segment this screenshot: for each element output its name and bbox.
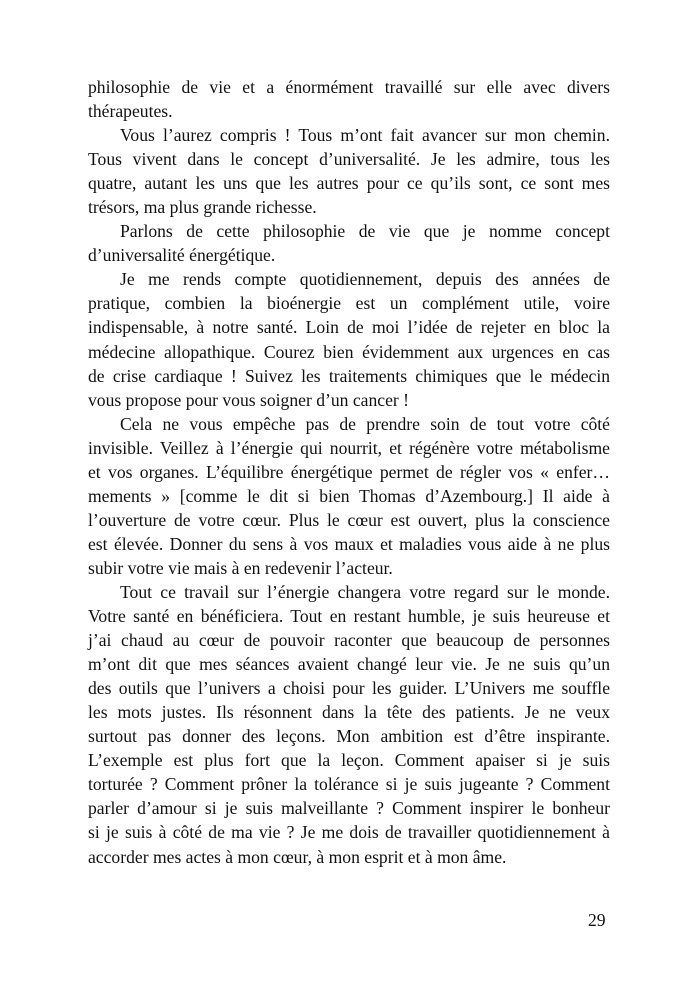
paragraph xyxy=(88,267,610,411)
text-line: Tous vivent dans le concept d’universalité. Je les admire, tous les xyxy=(88,149,610,170)
text-line: de crise cardiaque ! Suivez les traitements chimiques que le médecin xyxy=(88,365,610,386)
text-line: thérapeutes. xyxy=(88,101,173,122)
text-line: l’ouverture de votre cœur. Plus le cœur est ouvert, plus la conscience xyxy=(88,509,610,530)
text-line: pratique, combien la bioénergie est un complément utile, voire xyxy=(88,293,610,314)
text-line: est élevée. Donner du sens à vos maux et maladies vous aide à ne plus xyxy=(88,533,610,554)
text-line: médecine allopathique. Courez bien évidemment aux urgences en cas xyxy=(88,341,610,362)
page-number: 29 xyxy=(588,910,606,930)
paragraph xyxy=(88,219,610,267)
text-line: des outils que l’univers a choisi pour les guider. L’Univers me souffle xyxy=(88,678,610,699)
text-line: L’exemple est plus fort que la leçon. Comment apaiser si je suis xyxy=(88,750,610,771)
text-line: torturée ? Comment prôner la tolérance si je suis jugeante ? Comment xyxy=(88,774,610,795)
text-line: les mots justes. Ils résonnent dans la tête des patients. Je ne veux xyxy=(88,702,610,723)
text-line: indispensable, à notre santé. Loin de moi l’idée de rejeter en bloc la xyxy=(88,317,610,338)
text-line: surtout pas donner des leçons. Mon ambition est d’être inspirante. xyxy=(88,726,610,747)
paragraph xyxy=(88,412,610,580)
text-line: mements » [comme le dit si bien Thomas d’Azembourg.] Il aide à xyxy=(88,485,610,506)
text-line: parler d’amour si je suis malveillante ? Comment inspirer le bonheur xyxy=(88,798,610,819)
text-line: philosophie de vie et a énormément travaillé sur elle avec divers xyxy=(88,77,610,97)
text-line: vous propose pour vous soigner d’un cancer ! xyxy=(88,389,410,410)
text-line: quatre, autant les uns que les autres pour ce qu’ils sont, ce sont mes xyxy=(88,173,610,194)
text-line: Parlons de cette philosophie de vie que je nomme concept xyxy=(120,221,610,242)
body-text xyxy=(88,75,610,869)
text-line: invisible. Veillez à l’énergie qui nourrit, et régénère votre métabolisme xyxy=(88,437,610,458)
paragraph xyxy=(88,75,610,123)
text-line: d’universalité énergétique. xyxy=(88,245,276,266)
text-line: Je me rends compte quotidiennement, depuis des années de xyxy=(120,269,610,290)
text-line: Votre santé en bénéficiera. Tout en restant humble, je suis heureuse et xyxy=(88,606,610,627)
text-line: Cela ne vous empêche pas de prendre soin de tout votre côté xyxy=(120,413,610,434)
text-line: j’ai chaud au cœur de pouvoir raconter que beaucoup de personnes xyxy=(88,630,610,651)
text-line: trésors, ma plus grande richesse. xyxy=(88,197,317,218)
text-line: subir votre vie mais à en redevenir l’acteur. xyxy=(88,557,393,578)
text-line: Tout ce travail sur l’énergie changera votre regard sur le monde. xyxy=(120,581,610,602)
text-line: m’ont dit que mes séances avaient changé leur vie. Je ne suis qu’un xyxy=(88,654,610,675)
text-line: Vous l’aurez compris ! Tous m’ont fait avancer sur mon chemin. xyxy=(120,125,610,146)
paragraph xyxy=(88,580,610,869)
paragraph xyxy=(88,123,610,219)
text-line: et vos organes. L’équilibre énergétique permet de régler vos « enfer… xyxy=(88,461,610,482)
text-line: si je suis à côté de ma vie ? Je me dois de travailler quotidiennement à xyxy=(88,822,610,843)
text-line: accorder mes actes à mon cœur, à mon esprit et à mon âme. xyxy=(88,846,507,867)
